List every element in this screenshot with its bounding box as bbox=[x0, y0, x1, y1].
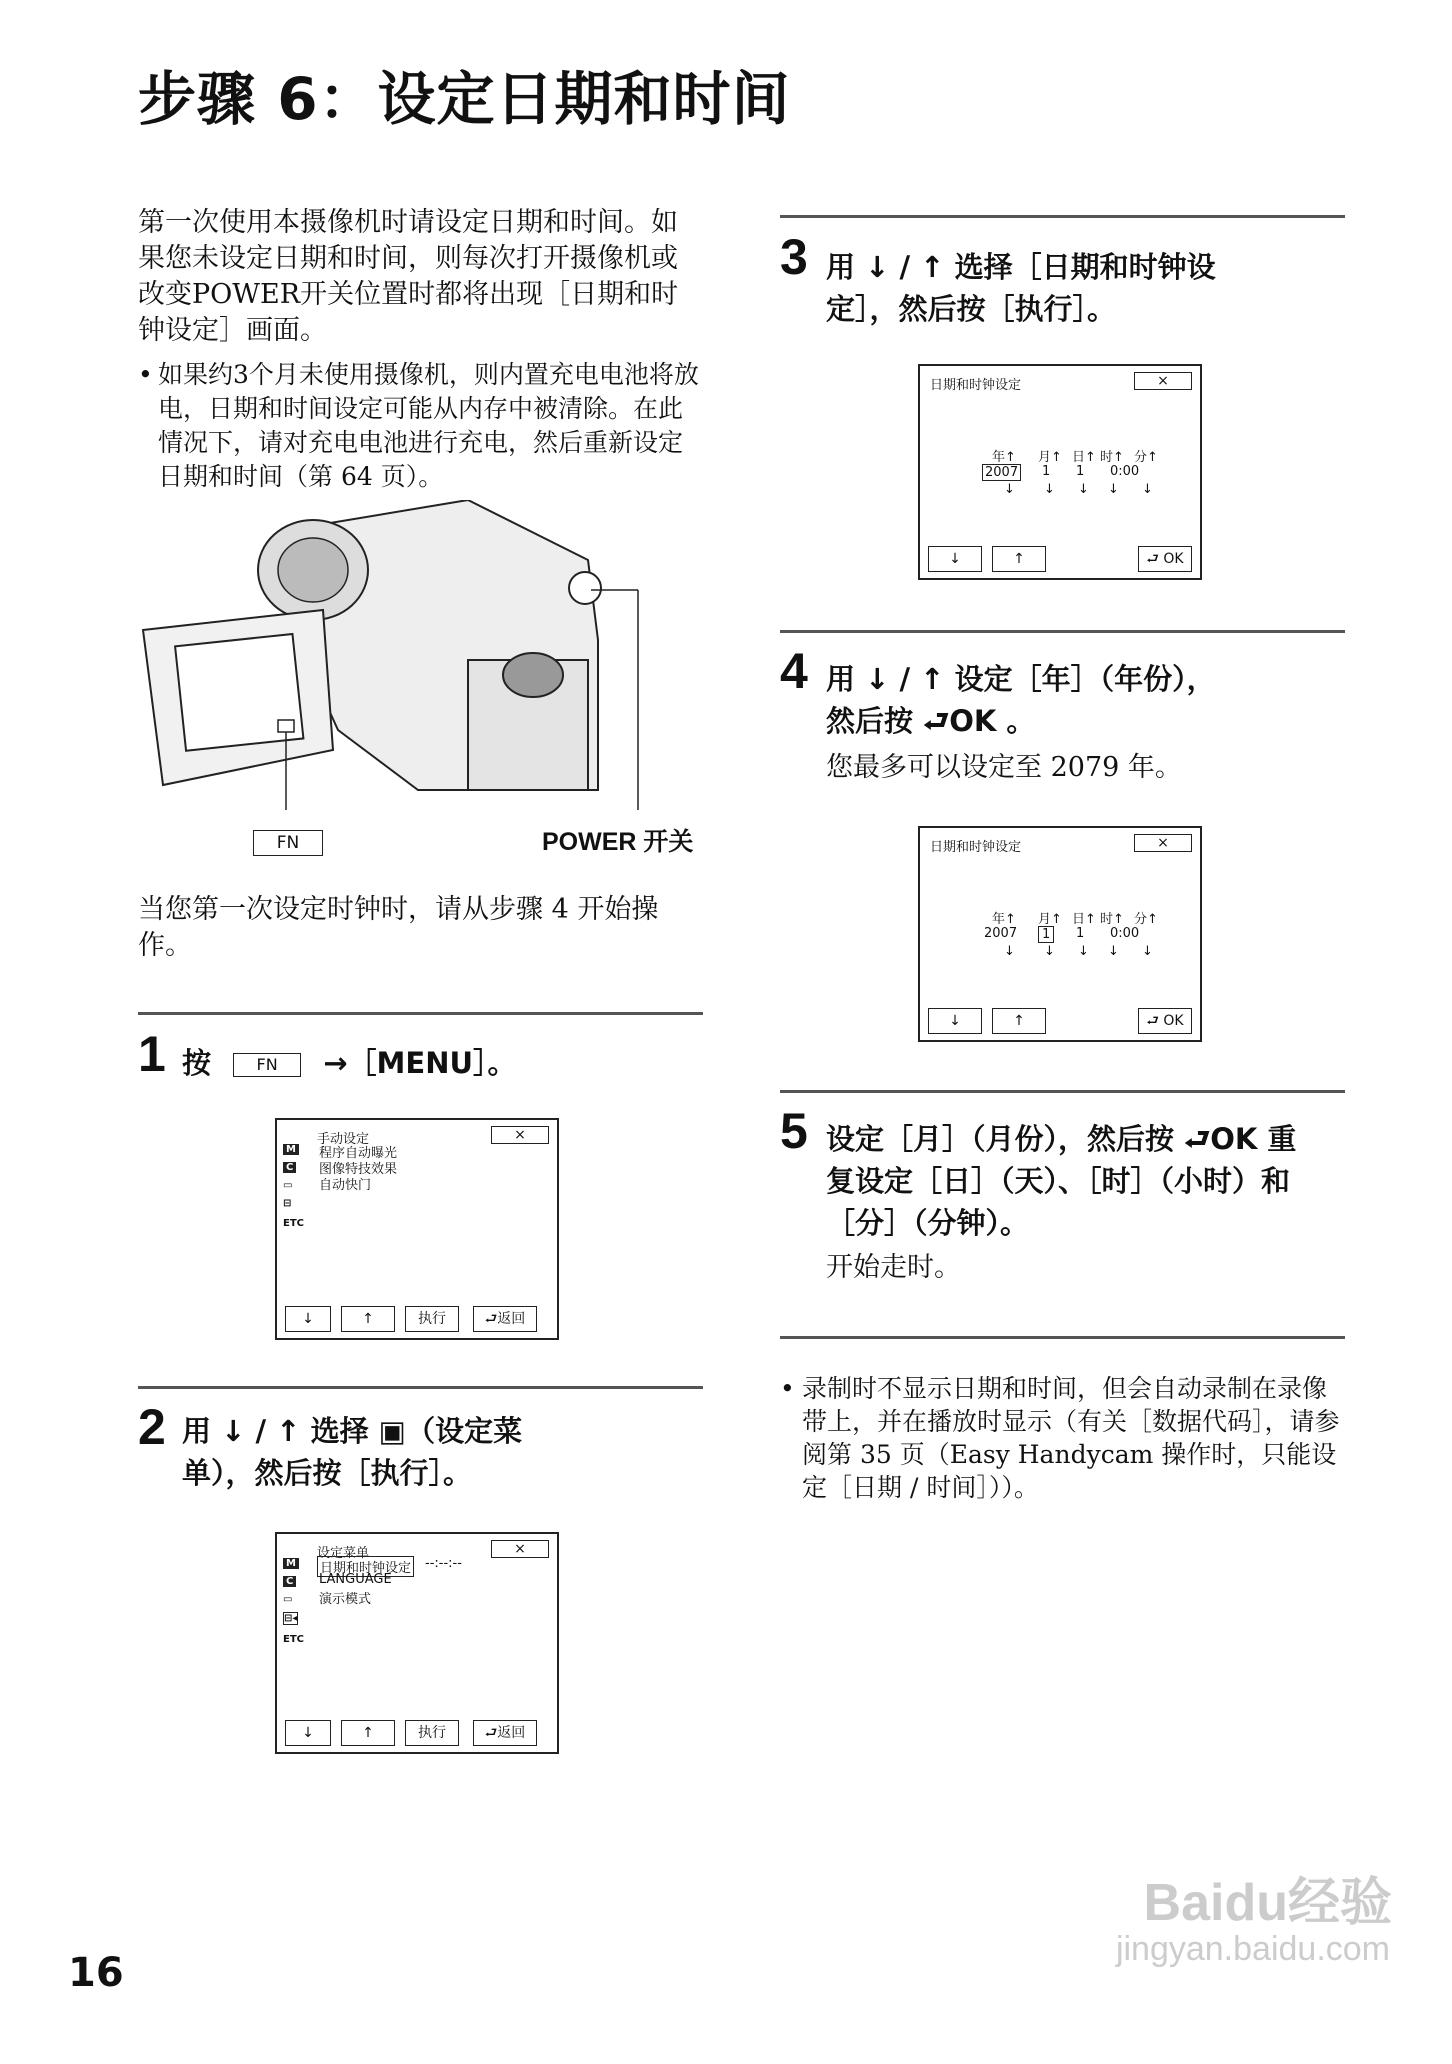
note-text: 录制时不显示日期和时间，但会自动录制在录像带上，并在播放时显示（有关［数据代码］，请参阅第 35 页（Easy Handycam 操作时，只能设定［日期 / 时间］））。 bbox=[802, 1374, 1340, 1502]
manual-menu-icon: M bbox=[283, 1558, 299, 1569]
up-button[interactable]: ↑ bbox=[992, 546, 1046, 572]
divider bbox=[780, 215, 1345, 218]
up-button[interactable]: ↑ bbox=[992, 1008, 1046, 1034]
execute-button[interactable]: 执行 bbox=[405, 1720, 459, 1746]
down-arrow-icon: ↓ bbox=[1078, 944, 1089, 959]
step-4-sub: 您最多可以设定至 2079 年。 bbox=[826, 752, 1182, 783]
watermark-url: jingyan.baidu.com bbox=[1115, 1930, 1390, 1968]
divider bbox=[138, 1012, 703, 1015]
time-field[interactable]: 0:00 bbox=[1110, 464, 1140, 479]
menu-item[interactable]: 自动快门 bbox=[319, 1178, 372, 1193]
day-label: 日↑ bbox=[1072, 450, 1096, 465]
year-field[interactable]: 2007 bbox=[984, 926, 1018, 941]
close-icon[interactable]: × bbox=[491, 1540, 549, 1558]
month-field[interactable]: 1 bbox=[1042, 464, 1051, 479]
power-switch-label: POWER 开关 bbox=[542, 828, 694, 856]
divider bbox=[780, 1090, 1345, 1093]
step-4-number: 4 bbox=[780, 643, 808, 699]
tape-icon: ▭ bbox=[283, 1180, 293, 1191]
menu-item-demo[interactable]: 演示模式 bbox=[319, 1592, 372, 1607]
back-button[interactable]: ⮐返回 bbox=[473, 1306, 537, 1332]
month-field[interactable]: 1 bbox=[1038, 926, 1054, 943]
up-button[interactable]: ↑ bbox=[341, 1306, 395, 1332]
step-3-line2: 定］，然后按［执行］。 bbox=[826, 292, 1117, 326]
menu-item-language[interactable]: LANGUAGE bbox=[319, 1572, 392, 1587]
etc-icon: ETC bbox=[283, 1634, 304, 1645]
divider bbox=[138, 1386, 703, 1389]
camcorder-illustration bbox=[138, 500, 698, 810]
year-field[interactable]: 2007 bbox=[982, 464, 1021, 481]
ok-button[interactable]: ⮐ OK bbox=[1138, 1008, 1192, 1034]
down-arrow-icon: ↓ bbox=[1108, 944, 1119, 959]
down-arrow-icon: ↓ bbox=[1004, 482, 1015, 497]
step-5-number: 5 bbox=[780, 1103, 808, 1159]
lcd-setup-menu bbox=[275, 1532, 559, 1754]
step-3-text bbox=[826, 246, 1346, 330]
lcd-header: 手动设定 bbox=[317, 1132, 370, 1147]
intro-paragraph: 第一次使用本摄像机时请设定日期和时间。如果您未设定日期和时间，则每次打开摄像机或改变POWER开关位置时都将出现［日期和时钟设定］画面。 bbox=[138, 207, 679, 346]
down-arrow-icon: ↓ bbox=[1078, 482, 1089, 497]
step-2-line2: 单），然后按［执行］。 bbox=[182, 1456, 473, 1490]
step-4-line2: 然后按 ⮐OK 。 bbox=[826, 704, 1036, 738]
lcd-manual-menu bbox=[275, 1118, 559, 1340]
step-1-post: →［MENU］。 bbox=[323, 1046, 517, 1080]
back-button[interactable]: ⮐返回 bbox=[473, 1720, 537, 1746]
menu-item[interactable]: 程序自动曝光 bbox=[319, 1146, 398, 1161]
step-3-line1: 用 ↓ / ↑ 选择［日期和时钟设 bbox=[826, 250, 1216, 284]
step-5-line2: 复设定［日］（天）、［时］（小时）和 bbox=[826, 1164, 1291, 1198]
step-3-number: 3 bbox=[780, 229, 808, 285]
down-button[interactable]: ↓ bbox=[285, 1720, 331, 1746]
page-number: 16 bbox=[68, 1950, 124, 1996]
etc-icon: ETC bbox=[283, 1218, 304, 1229]
step-2-line1: 用 ↓ / ↑ 选择 ▣（设定菜 bbox=[182, 1414, 523, 1448]
year-label: 年↑ bbox=[992, 450, 1016, 465]
step-5-text bbox=[826, 1118, 1346, 1244]
fn-callout-label: FN bbox=[253, 830, 323, 856]
month-label: 月↑ bbox=[1038, 912, 1062, 927]
lcd-clock-setting bbox=[918, 826, 1202, 1042]
down-button[interactable]: ↓ bbox=[285, 1306, 331, 1332]
page-title: 步骤 6：设定日期和时间 bbox=[138, 65, 791, 133]
setup-icon: ⊟◂ bbox=[284, 1613, 298, 1624]
step-4-text bbox=[826, 658, 1346, 742]
down-arrow-icon: ↓ bbox=[1044, 944, 1055, 959]
step-5-line3: ［分］（分钟）。 bbox=[826, 1206, 1030, 1240]
day-field[interactable]: 1 bbox=[1076, 464, 1085, 479]
lcd-header: 日期和时钟设定 bbox=[930, 840, 1022, 855]
menu-item-date-clock[interactable]: 日期和时钟设定 bbox=[317, 1556, 414, 1577]
divider bbox=[780, 1336, 1345, 1339]
clock-grid bbox=[920, 446, 1200, 506]
step-2-text bbox=[182, 1410, 702, 1494]
minute-label: 分↑ bbox=[1134, 450, 1158, 465]
up-button[interactable]: ↑ bbox=[341, 1720, 395, 1746]
lcd-header: 设定菜单 bbox=[317, 1546, 370, 1561]
step-1-pre: 按 bbox=[182, 1046, 212, 1080]
hour-label: 时↑ bbox=[1100, 912, 1124, 927]
intro-bullet: • 如果约3个月未使用摄像机，则内置充电电池将放电，日期和时间设定可能从内存中被清除。在此情况下，请对充电电池进行充电，然后重新设定日期和时间（第 64 页）。 bbox=[138, 358, 703, 494]
fn-key[interactable]: FN bbox=[233, 1053, 301, 1077]
down-arrow-icon: ↓ bbox=[1142, 944, 1153, 959]
close-icon[interactable]: × bbox=[491, 1126, 549, 1144]
clock-value: --:--:-- bbox=[425, 1556, 462, 1571]
divider bbox=[780, 630, 1345, 633]
down-arrow-icon: ↓ bbox=[1044, 482, 1055, 497]
step-1-text bbox=[182, 1042, 517, 1084]
camera-menu-icon: C bbox=[283, 1162, 296, 1173]
watermark-logo: Baidu经验 bbox=[1143, 1874, 1392, 1932]
step-1-number: 1 bbox=[138, 1026, 166, 1082]
close-icon[interactable]: × bbox=[1134, 834, 1192, 852]
setup-icon: ⊟ bbox=[283, 1198, 292, 1209]
month-label: 月↑ bbox=[1038, 450, 1062, 465]
down-arrow-icon: ↓ bbox=[1142, 482, 1153, 497]
lcd-clock-setting bbox=[918, 364, 1202, 580]
minute-label: 分↑ bbox=[1134, 912, 1158, 927]
camera-menu-icon: C bbox=[283, 1576, 296, 1587]
step-5-sub: 开始走时。 bbox=[826, 1252, 961, 1283]
time-field[interactable]: 0:00 bbox=[1110, 926, 1140, 941]
manual-menu-icon: M bbox=[283, 1144, 299, 1155]
lcd-header: 日期和时钟设定 bbox=[930, 378, 1022, 393]
execute-button[interactable]: 执行 bbox=[405, 1306, 459, 1332]
down-arrow-icon: ↓ bbox=[1004, 944, 1015, 959]
note: • 录制时不显示日期和时间，但会自动录制在录像带上，并在播放时显示（有关［数据代码］，请参阅第 35 页（Easy Handycam 操作时，只能设定［日期 / 时间］））。 bbox=[780, 1372, 1345, 1504]
ok-button[interactable]: ⮐ OK bbox=[1138, 546, 1192, 572]
down-button[interactable]: ↓ bbox=[928, 1008, 982, 1034]
tape-icon: ▭ bbox=[283, 1594, 293, 1605]
down-button[interactable]: ↓ bbox=[928, 546, 982, 572]
step-5-line1: 设定［月］（月份），然后按 ⮐OK 重 bbox=[826, 1122, 1297, 1156]
menu-item[interactable]: 图像特技效果 bbox=[319, 1162, 398, 1177]
step-2-number: 2 bbox=[138, 1399, 166, 1455]
step-4-line1: 用 ↓ / ↑ 设定［年］（年份）， bbox=[826, 662, 1216, 696]
down-arrow-icon: ↓ bbox=[1108, 482, 1119, 497]
day-field[interactable]: 1 bbox=[1076, 926, 1085, 941]
clock-grid bbox=[920, 908, 1200, 968]
year-label: 年↑ bbox=[992, 912, 1016, 927]
hour-label: 时↑ bbox=[1100, 450, 1124, 465]
day-label: 日↑ bbox=[1072, 912, 1096, 927]
close-icon[interactable]: × bbox=[1134, 372, 1192, 390]
intro-bullet-text: 如果约3个月未使用摄像机，则内置充电电池将放电，日期和时间设定可能从内存中被清除。在此情况下，请对充电电池进行充电，然后重新设定日期和时间（第 64 页）。 bbox=[158, 360, 699, 491]
after-figure-text: 当您第一次设定时钟时，请从步骤 4 开始操作。 bbox=[138, 894, 659, 961]
